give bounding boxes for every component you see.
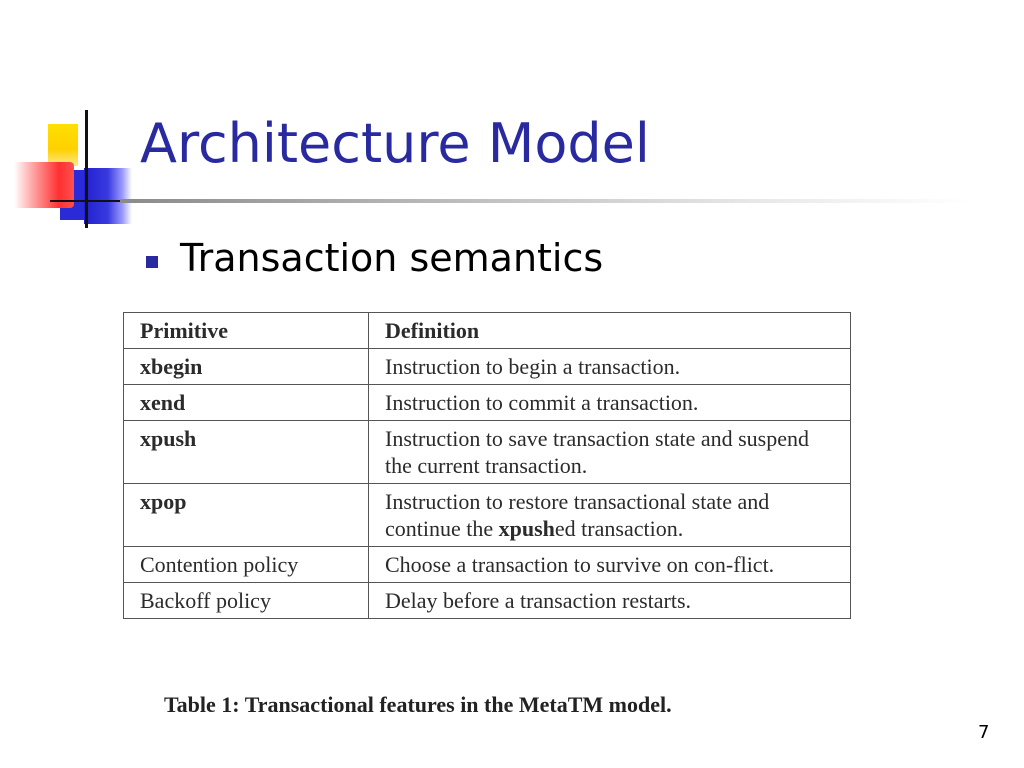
table-row xyxy=(124,349,851,385)
bullet-text: Transaction semantics xyxy=(180,236,604,280)
definition-text-pre: Instruction to restore transactional state and continue the xyxy=(385,489,770,541)
definition-cell xyxy=(369,484,851,547)
table-row xyxy=(124,583,851,619)
definition-cell: Instruction to begin a transaction. xyxy=(369,349,851,385)
table-row xyxy=(124,421,851,484)
primitive-cell: xend xyxy=(124,385,369,421)
table-row xyxy=(124,484,851,547)
primitive-cell: xpop xyxy=(124,484,369,547)
table-header-definition: Definition xyxy=(369,313,851,349)
bullet-square-icon xyxy=(146,256,158,268)
definition-text-bold: xpush xyxy=(498,516,555,541)
table-row xyxy=(124,385,851,421)
logo-vertical-line xyxy=(85,110,88,228)
logo-blue-square xyxy=(84,168,132,224)
title-underline xyxy=(120,199,970,203)
table-header-primitive: Primitive xyxy=(124,313,369,349)
bullet-item xyxy=(146,236,603,280)
table-row xyxy=(124,547,851,583)
definition-cell: Delay before a transaction restarts. xyxy=(369,583,851,619)
slide-title: Architecture Model xyxy=(140,112,650,175)
definition-cell: Instruction to save transaction state and suspend the current transaction. xyxy=(369,421,851,484)
primitive-cell: Backoff policy xyxy=(124,583,369,619)
definition-text-post: ed transaction. xyxy=(554,516,684,541)
page-number: 7 xyxy=(978,722,990,743)
table-caption: Table 1: Transactional features in the MetaTM model. xyxy=(164,692,672,717)
primitive-cell: xpush xyxy=(124,421,369,484)
primitive-cell: Contention policy xyxy=(124,547,369,583)
table-header-row xyxy=(124,313,851,349)
definition-cell: Choose a transaction to survive on con-flict. xyxy=(369,547,851,583)
primitive-cell: xbegin xyxy=(124,349,369,385)
primitives-table xyxy=(123,312,851,619)
slide-logo-decoration xyxy=(0,0,140,240)
logo-yellow-square xyxy=(48,124,78,166)
definition-cell: Instruction to commit a transaction. xyxy=(369,385,851,421)
